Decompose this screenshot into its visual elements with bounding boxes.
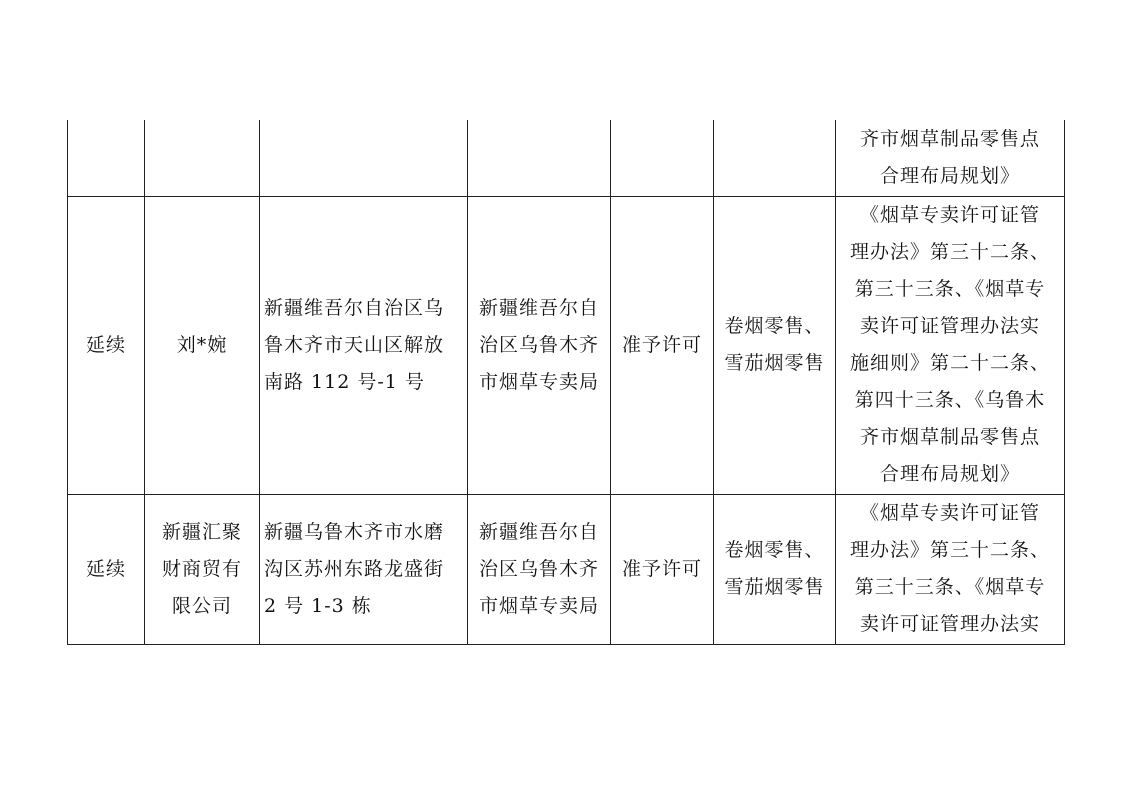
authority-cell: 新疆维吾尔自 治区乌鲁木齐 市烟草专卖局 bbox=[468, 494, 611, 644]
license-type-cell: 延续 bbox=[68, 196, 145, 494]
table-row bbox=[68, 120, 1065, 196]
address-cell bbox=[260, 120, 468, 196]
holder-name-cell: 刘*婉 bbox=[145, 196, 260, 494]
decision-cell bbox=[611, 120, 714, 196]
authority-cell bbox=[468, 120, 611, 196]
holder-name-cell bbox=[145, 120, 260, 196]
legal-basis-cell: 《烟草专卖许可证管 理办法》第三十二条、 第三十三条、《烟草专 卖许可证管理办法实 bbox=[836, 494, 1065, 644]
business-scope-cell: 卷烟零售、 雪茄烟零售 bbox=[714, 196, 836, 494]
business-scope-cell bbox=[714, 120, 836, 196]
address-cell: 新疆维吾尔自治区乌 鲁木齐市天山区解放 南路 112 号-1 号 bbox=[260, 196, 468, 494]
address-cell: 新疆乌鲁木齐市水磨 沟区苏州东路龙盛街 2 号 1-3 栋 bbox=[260, 494, 468, 644]
license-type-cell bbox=[68, 120, 145, 196]
legal-basis-cell: 齐市烟草制品零售点 合理布局规划》 bbox=[836, 120, 1065, 196]
holder-name-cell: 新疆汇聚 财商贸有 限公司 bbox=[145, 494, 260, 644]
decision-cell: 准予许可 bbox=[611, 494, 714, 644]
decision-cell: 准予许可 bbox=[611, 196, 714, 494]
table-row bbox=[68, 196, 1065, 494]
permit-table bbox=[67, 120, 1065, 645]
license-type-cell: 延续 bbox=[68, 494, 145, 644]
authority-cell: 新疆维吾尔自 治区乌鲁木齐 市烟草专卖局 bbox=[468, 196, 611, 494]
legal-basis-cell: 《烟草专卖许可证管 理办法》第三十二条、 第三十三条、《烟草专 卖许可证管理办法实 施细则》第二十二条、 第四十三条、《乌鲁木 齐市烟草制品零售点 合理布局规划》 bbox=[836, 196, 1065, 494]
table-row bbox=[68, 494, 1065, 644]
business-scope-cell: 卷烟零售、 雪茄烟零售 bbox=[714, 494, 836, 644]
